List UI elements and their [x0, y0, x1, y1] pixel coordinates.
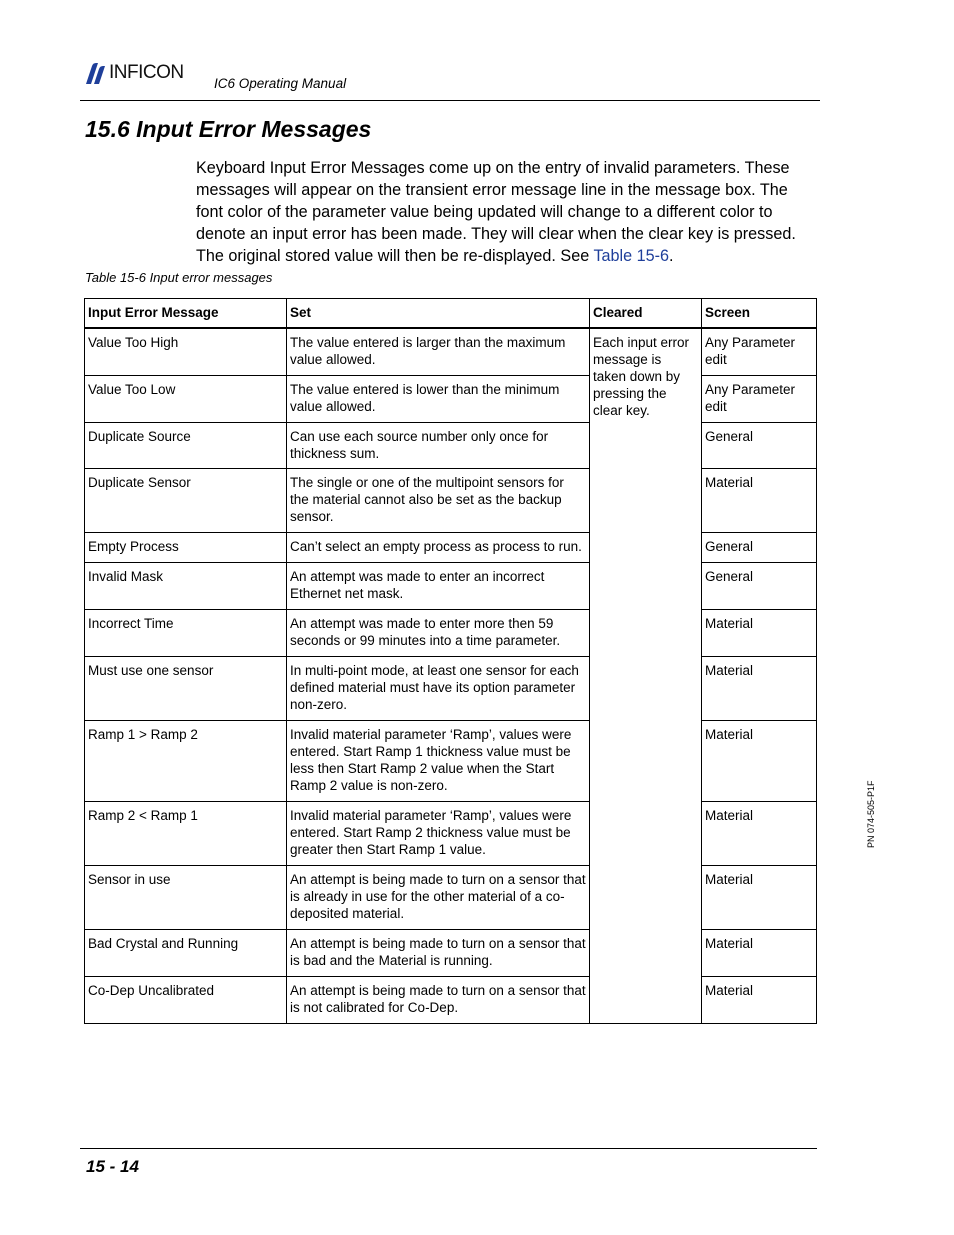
header-set: Set: [287, 299, 590, 329]
table-row: [85, 929, 817, 976]
intro-end: .: [669, 247, 674, 265]
error-message-cell: Bad Crystal and Running: [85, 929, 287, 976]
inficon-logo: [82, 60, 184, 86]
table-row: [85, 656, 817, 720]
set-cell: Invalid material parameter ‘Ramp’, values were entered. Start Ramp 1 thickness value must be less then Start Ramp 2 value when the Start Ramp 2 value is non-zero.: [287, 720, 590, 801]
table-caption: Table 15-6 Input error messages: [85, 270, 273, 285]
screen-cell: Material: [702, 929, 817, 976]
set-cell: The value entered is larger than the maximum value allowed.: [287, 328, 590, 375]
part-number-label: PN 074-505-P1F: [866, 780, 876, 848]
table-row: [85, 976, 817, 1023]
set-cell: An attempt is being made to turn on a sensor that is already in use for the other material of a co-deposited material.: [287, 865, 590, 929]
set-cell: The value entered is lower than the minimum value allowed.: [287, 375, 590, 422]
inficon-logo-icon: [82, 60, 108, 86]
table-row: [85, 720, 817, 801]
section-title: 15.6 Input Error Messages: [85, 116, 372, 142]
screen-cell: Material: [702, 656, 817, 720]
header-input-error-message: Input Error Message: [85, 299, 287, 329]
intro-paragraph: [196, 157, 816, 267]
set-cell: Invalid material parameter ‘Ramp’, values were entered. Start Ramp 2 thickness value must be greater then Start Ramp 1 value.: [287, 801, 590, 865]
error-message-cell: Invalid Mask: [85, 562, 287, 609]
error-message-cell: Duplicate Sensor: [85, 468, 287, 532]
header-screen: Screen: [702, 299, 817, 329]
set-cell: An attempt was made to enter more then 59 seconds or 99 minutes into a time parameter.: [287, 609, 590, 656]
logo-text: INFICON: [109, 62, 184, 83]
table-row: [85, 801, 817, 865]
table-row: [85, 375, 817, 422]
table-row: [85, 328, 817, 375]
page-number: 15 - 14: [86, 1157, 139, 1176]
error-message-cell: Empty Process: [85, 532, 287, 562]
table-row: [85, 562, 817, 609]
set-cell: The single or one of the multipoint sensors for the material cannot also be set as the backup sensor.: [287, 468, 590, 532]
set-cell: An attempt is being made to turn on a sensor that is not calibrated for Co-Dep.: [287, 976, 590, 1023]
table-row: [85, 422, 817, 468]
error-message-cell: Incorrect Time: [85, 609, 287, 656]
screen-cell: General: [702, 532, 817, 562]
screen-cell: Any Parameter edit: [702, 375, 817, 422]
set-cell: An attempt was made to enter an incorrect Ethernet net mask.: [287, 562, 590, 609]
input-error-table: [84, 298, 817, 1024]
screen-cell: Material: [702, 720, 817, 801]
table-row: [85, 532, 817, 562]
screen-cell: General: [702, 562, 817, 609]
cleared-cell: Each input error message is taken down by pressing the clear key.: [590, 328, 702, 1023]
table-row: [85, 865, 817, 929]
table-header-row: [85, 299, 817, 329]
set-cell: An attempt is being made to turn on a sensor that is bad and the Material is running.: [287, 929, 590, 976]
error-message-cell: Ramp 2 < Ramp 1: [85, 801, 287, 865]
table-row: [85, 468, 817, 532]
screen-cell: Material: [702, 865, 817, 929]
header-cleared: Cleared: [590, 299, 702, 329]
screen-cell: Any Parameter edit: [702, 328, 817, 375]
screen-cell: Material: [702, 976, 817, 1023]
screen-cell: Material: [702, 801, 817, 865]
error-message-cell: Duplicate Source: [85, 422, 287, 468]
error-message-cell: Ramp 1 > Ramp 2: [85, 720, 287, 801]
screen-cell: Material: [702, 468, 817, 532]
intro-text: Keyboard Input Error Messages come up on the entry of invalid parameters. These messages will appear on the transient error message line in the message box. The font color of the parameter value being updated will change to a different color to denote an input error has been made. They will clear when the clear key is pressed. The original stored value will then be re-displayed. See: [196, 159, 796, 265]
error-message-cell: Value Too High: [85, 328, 287, 375]
set-cell: Can’t select an empty process as process to run.: [287, 532, 590, 562]
error-message-cell: Value Too Low: [85, 375, 287, 422]
set-cell: Can use each source number only once for thickness sum.: [287, 422, 590, 468]
table-reference-link[interactable]: Table 15-6: [593, 247, 670, 265]
page-header: [80, 58, 820, 101]
table-row: [85, 609, 817, 656]
page-footer: [80, 1148, 817, 1176]
screen-cell: Material: [702, 609, 817, 656]
manual-title: IC6 Operating Manual: [214, 76, 347, 91]
set-cell: In multi-point mode, at least one sensor for each defined material must have its option parameter non-zero.: [287, 656, 590, 720]
error-message-cell: Co-Dep Uncalibrated: [85, 976, 287, 1023]
error-message-cell: Sensor in use: [85, 865, 287, 929]
screen-cell: General: [702, 422, 817, 468]
error-message-cell: Must use one sensor: [85, 656, 287, 720]
